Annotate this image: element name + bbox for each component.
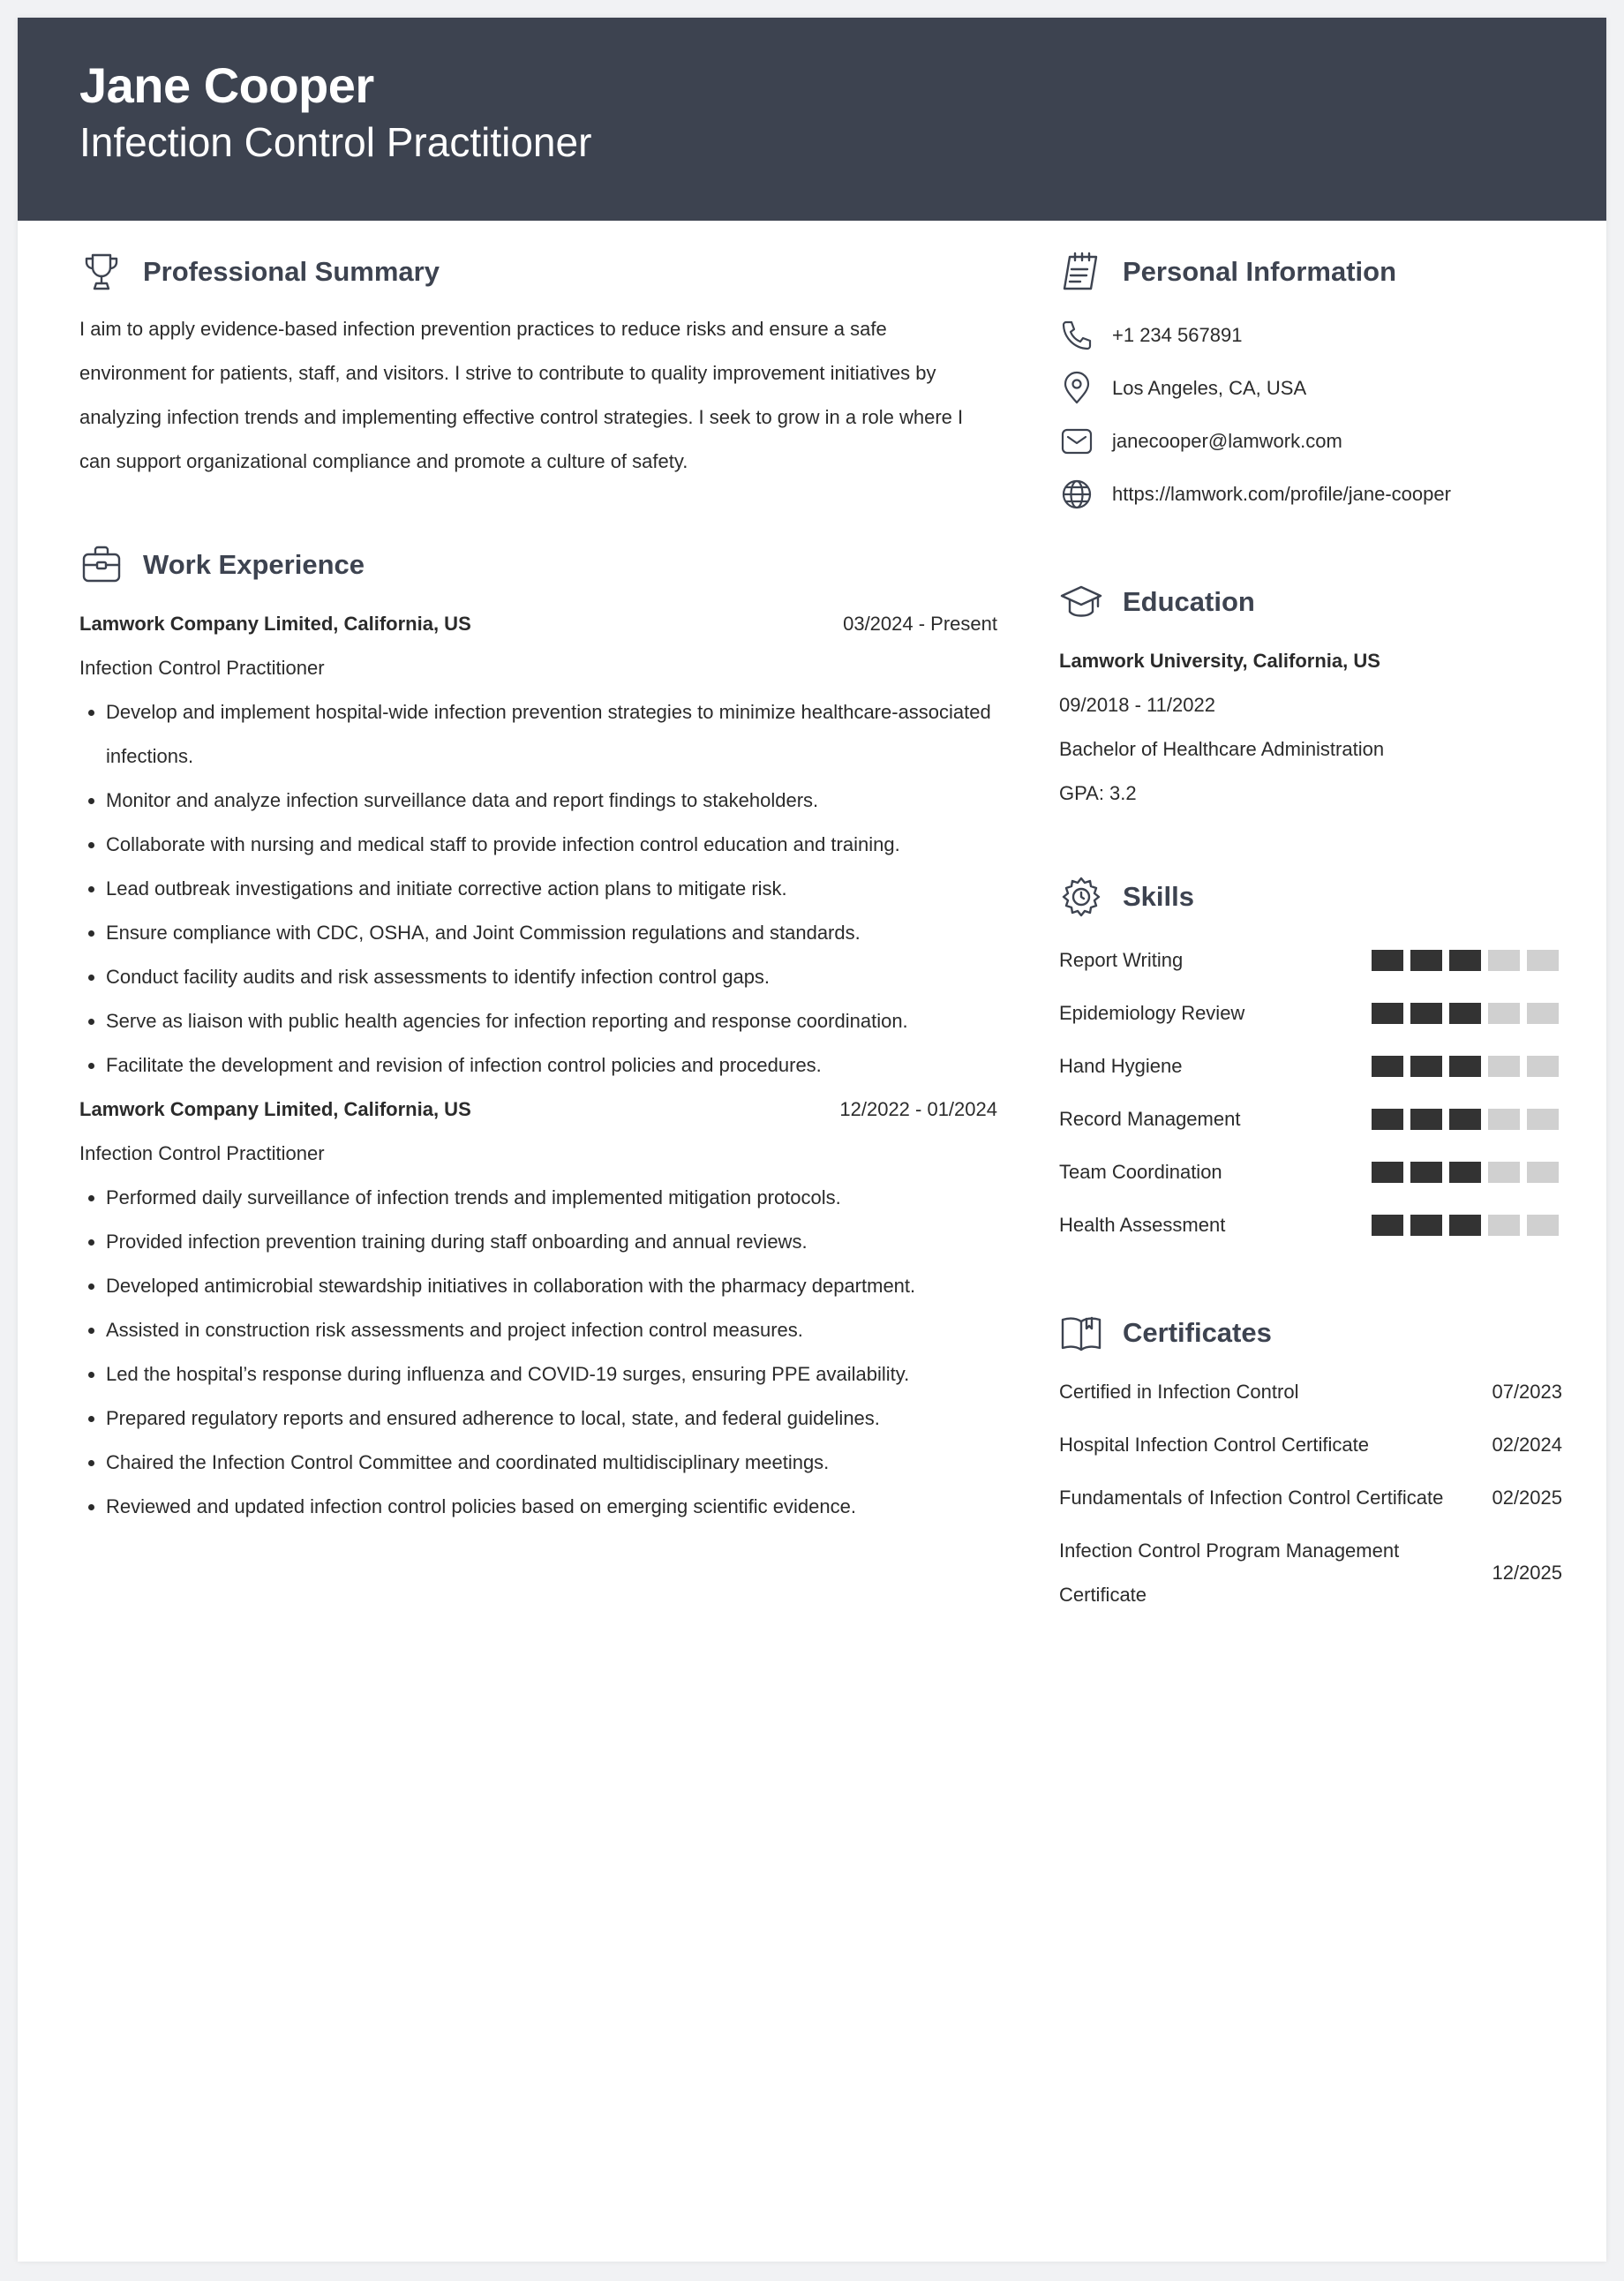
job-bullets — [79, 1176, 997, 1529]
list-item: • Lead outbreak investigations and initiate corrective action plans to mitigate risk. — [106, 867, 997, 911]
skill-name: Report Writing — [1059, 949, 1184, 971]
skill-bar-empty — [1527, 1109, 1559, 1130]
section-header — [1059, 1306, 1562, 1359]
section-title: Certificates — [1123, 1317, 1272, 1348]
education-school: Lamwork University, California, US — [1059, 650, 1380, 672]
skill-bar-filled — [1410, 950, 1442, 971]
skill-bar-empty — [1527, 1215, 1559, 1236]
skill-bar-empty — [1488, 1162, 1520, 1183]
job-header — [79, 1088, 997, 1132]
skill-bar-filled — [1372, 1215, 1403, 1236]
phone-row — [1059, 309, 1562, 362]
skill-name: Hand Hygiene — [1059, 1055, 1183, 1077]
skill-bar-empty — [1527, 1056, 1559, 1077]
location-value: Los Angeles, CA, USA — [1112, 377, 1307, 399]
work-experience-section — [79, 538, 997, 1529]
job-bullets — [79, 690, 997, 1088]
email-row — [1059, 415, 1562, 468]
skill-bar-filled — [1410, 1056, 1442, 1077]
skill-bar-empty — [1527, 1003, 1559, 1024]
certificate-name: Fundamentals of Infection Control Certificate — [1059, 1487, 1444, 1509]
job-company: Lamwork Company Limited, California, US — [79, 613, 471, 635]
job-header — [79, 602, 997, 646]
section-title: Personal Information — [1123, 256, 1397, 287]
certificate-date: 02/2024 — [1492, 1434, 1562, 1456]
skill-row — [1059, 1199, 1562, 1252]
map-pin-icon — [1059, 371, 1094, 406]
skill-row — [1059, 934, 1562, 987]
section-title: Education — [1123, 586, 1255, 617]
skill-level-meter — [1372, 950, 1559, 971]
job-dates: 12/2022 - 01/2024 — [839, 1098, 997, 1120]
skill-row — [1059, 1146, 1562, 1199]
skill-bar-empty — [1488, 1003, 1520, 1024]
certificate-row — [1059, 1529, 1562, 1617]
list-item: • Facilitate the development and revision of infection control policies and procedures. — [106, 1043, 997, 1088]
skill-bar-filled — [1372, 1162, 1403, 1183]
skill-bar-filled — [1449, 1003, 1481, 1024]
skill-bar-filled — [1410, 1162, 1442, 1183]
job-entry — [79, 1088, 997, 1529]
skill-bar-filled — [1410, 1003, 1442, 1024]
skill-bar-empty — [1527, 950, 1559, 971]
job-role: Infection Control Practitioner — [79, 1142, 325, 1164]
list-item: • Reviewed and updated infection control policies based on emerging scientific evidence. — [106, 1485, 997, 1529]
skill-row — [1059, 987, 1562, 1040]
list-item: • Ensure compliance with CDC, OSHA, and Joint Commission regulations and standards. — [106, 911, 997, 955]
left-column — [79, 245, 997, 1529]
skill-bar-empty — [1488, 1056, 1520, 1077]
location-row — [1059, 362, 1562, 415]
resume-page — [18, 18, 1606, 2262]
skill-bar-filled — [1449, 1056, 1481, 1077]
list-item: • Prepared regulatory reports and ensured adherence to local, state, and federal guidelines. — [106, 1396, 997, 1441]
notepad-icon — [1059, 250, 1103, 294]
section-header — [79, 538, 997, 591]
section-header — [1059, 576, 1562, 629]
certificate-date: 12/2025 — [1492, 1562, 1562, 1584]
graduation-cap-icon — [1059, 580, 1103, 624]
job-entry — [79, 602, 997, 1088]
candidate-name: Jane Cooper — [79, 57, 374, 113]
website-value: https://lamwork.com/profile/jane-cooper — [1112, 483, 1451, 505]
phone-icon — [1059, 318, 1094, 353]
skill-bar-filled — [1449, 950, 1481, 971]
section-title: Work Experience — [143, 549, 365, 580]
list-item: • Assisted in construction risk assessments and project infection control measures. — [106, 1308, 997, 1352]
skills-section — [1059, 870, 1562, 1252]
skill-bar-filled — [1372, 1109, 1403, 1130]
skill-bar-empty — [1527, 1162, 1559, 1183]
section-title: Professional Summary — [143, 256, 440, 287]
skill-level-meter — [1372, 1215, 1559, 1236]
skill-bar-filled — [1372, 950, 1403, 971]
briefcase-icon — [79, 543, 124, 587]
skill-level-meter — [1372, 1003, 1559, 1024]
education-section — [1059, 576, 1562, 816]
skill-bar-empty — [1488, 1215, 1520, 1236]
education-gpa: GPA: 3.2 — [1059, 782, 1137, 804]
list-item: • Develop and implement hospital-wide infection prevention strategies to minimize healthcare-associated infections. — [106, 690, 997, 779]
skill-name: Epidemiology Review — [1059, 1002, 1245, 1024]
skill-level-meter — [1372, 1056, 1559, 1077]
skill-row — [1059, 1093, 1562, 1146]
section-header — [1059, 245, 1562, 298]
skill-row — [1059, 1040, 1562, 1093]
skills-list — [1059, 934, 1562, 1252]
website-row — [1059, 468, 1562, 521]
gear-icon — [1059, 875, 1103, 919]
resume-header — [18, 18, 1606, 221]
skill-bar-empty — [1488, 1109, 1520, 1130]
list-item: • Developed antimicrobial stewardship initiatives in collaboration with the pharmacy department. — [106, 1264, 997, 1308]
skill-bar-filled — [1410, 1215, 1442, 1236]
certificate-name: Hospital Infection Control Certificate — [1059, 1434, 1369, 1456]
section-title: Skills — [1123, 881, 1194, 912]
personal-information-section — [1059, 245, 1562, 521]
education-dates: 09/2018 - 11/2022 — [1059, 694, 1215, 716]
certificate-name: Certified in Infection Control — [1059, 1381, 1299, 1403]
certificate-row — [1059, 1476, 1562, 1520]
skill-bar-filled — [1372, 1003, 1403, 1024]
certificate-row — [1059, 1423, 1562, 1467]
email-value: janecooper@lamwork.com — [1112, 430, 1342, 452]
skill-bar-filled — [1449, 1162, 1481, 1183]
section-header — [1059, 870, 1562, 923]
candidate-title: Infection Control Practitioner — [79, 118, 592, 165]
skill-bar-filled — [1410, 1109, 1442, 1130]
certificate-row — [1059, 1370, 1562, 1414]
list-item: • Chaired the Infection Control Committee and coordinated multidisciplinary meetings. — [106, 1441, 997, 1485]
skill-level-meter — [1372, 1162, 1559, 1183]
skill-level-meter — [1372, 1109, 1559, 1130]
job-company: Lamwork Company Limited, California, US — [79, 1098, 471, 1120]
job-role: Infection Control Practitioner — [79, 657, 325, 679]
certificate-date: 07/2023 — [1492, 1381, 1562, 1403]
skill-name: Health Assessment — [1059, 1214, 1226, 1236]
globe-icon — [1059, 477, 1094, 512]
list-item: • Provided infection prevention training during staff onboarding and annual reviews. — [106, 1220, 997, 1264]
professional-summary-section — [79, 245, 997, 484]
job-dates: 03/2024 - Present — [843, 613, 997, 635]
skill-bar-filled — [1372, 1056, 1403, 1077]
list-item: • Conduct facility audits and risk assessments to identify infection control gaps. — [106, 955, 997, 999]
skill-bar-filled — [1449, 1109, 1481, 1130]
phone-value: +1 234 567891 — [1112, 324, 1243, 346]
section-header — [79, 245, 997, 298]
trophy-icon — [79, 250, 124, 294]
list-item: • Led the hospital’s response during influenza and COVID-19 surges, ensuring PPE availability. — [106, 1352, 997, 1396]
skill-name: Record Management — [1059, 1108, 1241, 1130]
mail-icon — [1059, 424, 1094, 459]
list-item: • Monitor and analyze infection surveillance data and report findings to stakeholders. — [106, 779, 997, 823]
education-degree: Bachelor of Healthcare Administration — [1059, 738, 1385, 760]
skill-bar-empty — [1488, 950, 1520, 971]
list-item: • Serve as liaison with public health agencies for infection reporting and response coordination. — [106, 999, 997, 1043]
book-icon — [1059, 1311, 1103, 1355]
certificate-name: Infection Control Program Management Certificate — [1059, 1539, 1400, 1606]
summary-text: I aim to apply evidence-based infection prevention practices to reduce risks and ensure a safe environment for patients, staff, and visitors. I strive to contribute to quality improvement initiatives by analyzing infection trends and implementing effective control strategies. I seek to grow in a role where I can support organizational compliance and promote a culture of safety. — [79, 318, 964, 472]
list-item: • Collaborate with nursing and medical staff to provide infection control education and training. — [106, 823, 997, 867]
skill-bar-filled — [1449, 1215, 1481, 1236]
skill-name: Team Coordination — [1059, 1161, 1222, 1183]
list-item: • Performed daily surveillance of infection trends and implemented mitigation protocols. — [106, 1176, 997, 1220]
certificate-date: 02/2025 — [1492, 1487, 1562, 1509]
right-column — [1059, 245, 1562, 1617]
certificates-section — [1059, 1306, 1562, 1617]
